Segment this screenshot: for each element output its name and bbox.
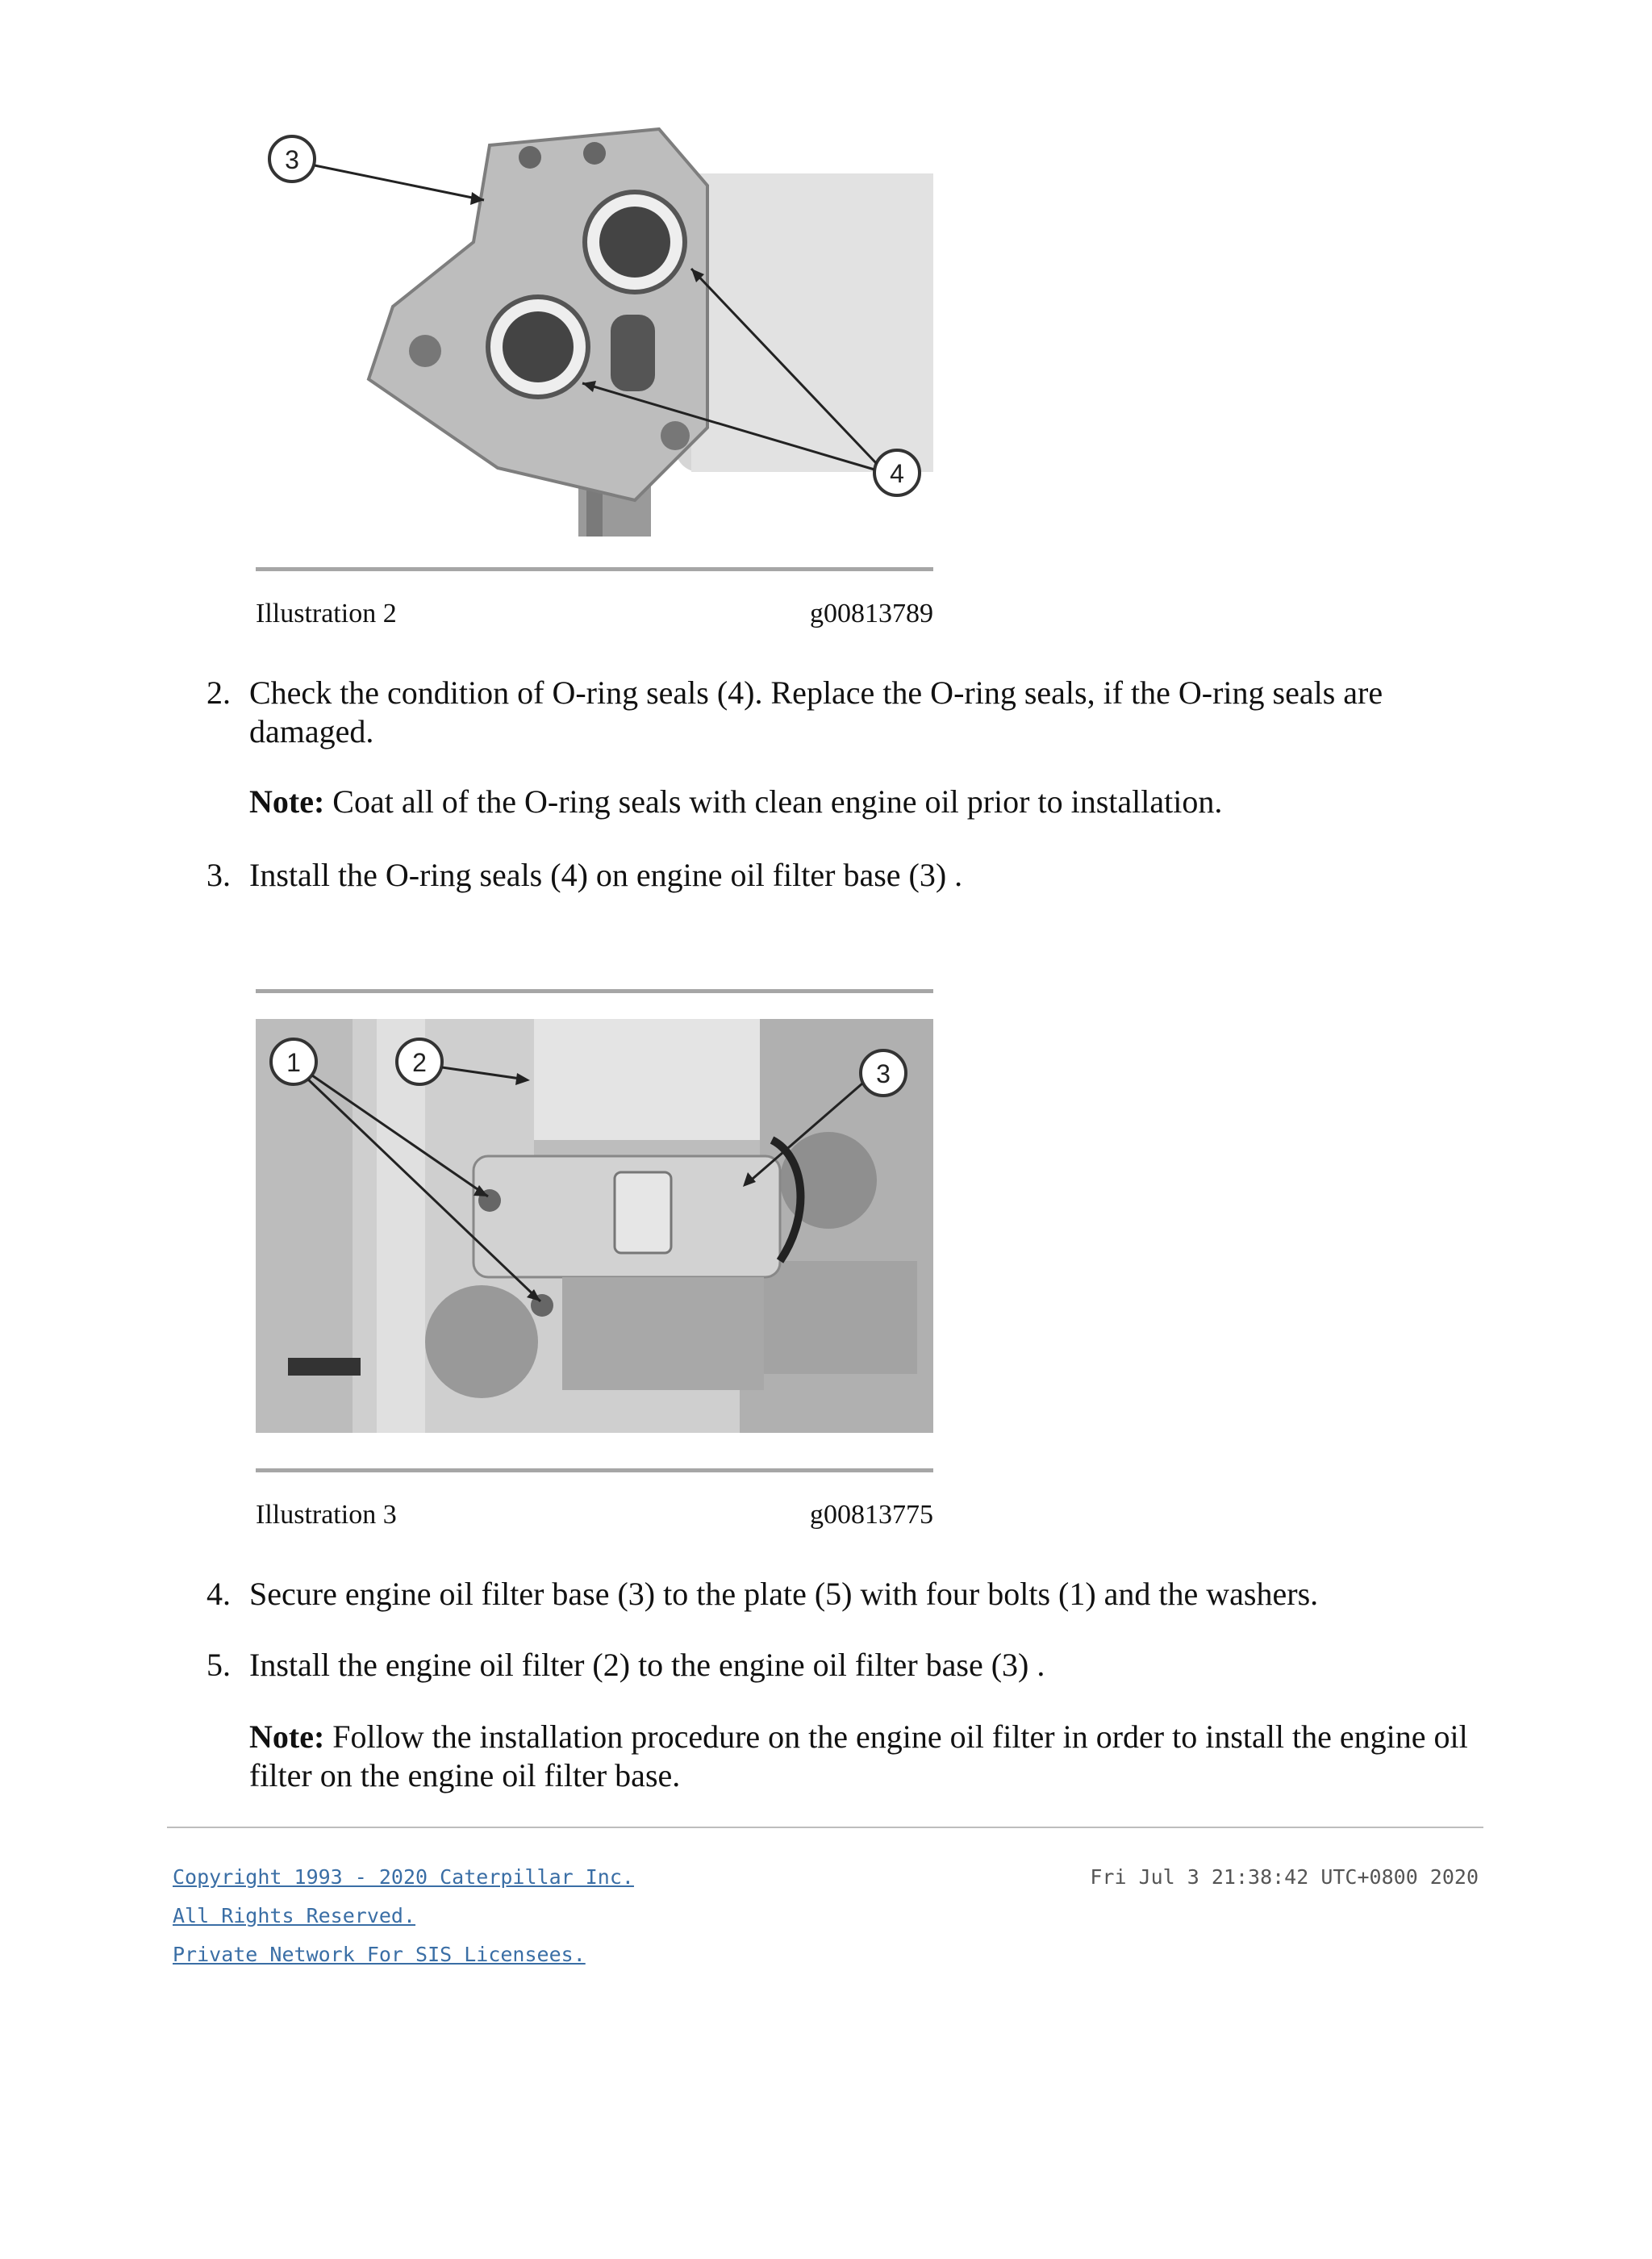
- step-text: Check the condition of O-ring seals (4). Replace the O-ring seals, if the O-ring seals are damaged.: [249, 674, 1383, 750]
- footer-divider: [167, 1827, 1483, 1828]
- note-text: Follow the installation procedure on the engine oil filter in order to install the engine oil filter on the engine oil filter base.: [249, 1718, 1468, 1793]
- illustration-2-caption: [256, 599, 933, 629]
- illustration-3-caption: [256, 1500, 933, 1530]
- step-number: 3.: [206, 857, 231, 893]
- note-text: Coat all of the O-ring seals with clean engine oil prior to installation.: [324, 783, 1223, 820]
- note-1: [249, 783, 1491, 821]
- illustration-2-image: [256, 121, 933, 537]
- svg-text:3: 3: [285, 145, 299, 174]
- illustration-3-top-rule: [256, 989, 933, 993]
- rights-link[interactable]: All Rights Reserved.: [173, 1904, 416, 1927]
- note-label: Note:: [249, 783, 325, 820]
- private-network-link[interactable]: Private Network For SIS Licensees.: [173, 1943, 586, 1966]
- note-2: [249, 1718, 1491, 1795]
- illustration-2-label: Illustration 2: [256, 599, 397, 628]
- illustration-2-rule: [256, 567, 933, 571]
- step-number: 4.: [206, 1576, 231, 1612]
- svg-text:3: 3: [876, 1059, 891, 1088]
- svg-text:1: 1: [286, 1048, 301, 1077]
- step-number: 5.: [206, 1647, 231, 1683]
- step-text: Install the engine oil filter (2) to the engine oil filter base (3) .: [249, 1647, 1045, 1683]
- copyright-link[interactable]: Copyright 1993 - 2020 Caterpillar Inc.: [173, 1865, 634, 1889]
- illustration-3-label: Illustration 3: [256, 1500, 397, 1530]
- illustration-3-image: [256, 1019, 933, 1433]
- step-text: Install the O-ring seals (4) on engine oil filter base (3) .: [249, 857, 963, 893]
- step-text: Secure engine oil filter base (3) to the plate (5) with four bolts (1) and the washers.: [249, 1576, 1319, 1612]
- callout-3: [269, 136, 484, 205]
- svg-text:4: 4: [890, 459, 904, 488]
- timestamp: Fri Jul 3 21:38:42 UTC+0800 2020: [1090, 1865, 1479, 1889]
- illustration-3-id: g00813775: [810, 1500, 933, 1530]
- illustration-3-bottom-rule: [256, 1468, 933, 1472]
- note-label: Note:: [249, 1718, 325, 1755]
- svg-text:2: 2: [412, 1048, 427, 1077]
- illustration-2-id: g00813789: [810, 599, 933, 628]
- step-number: 2.: [206, 674, 231, 711]
